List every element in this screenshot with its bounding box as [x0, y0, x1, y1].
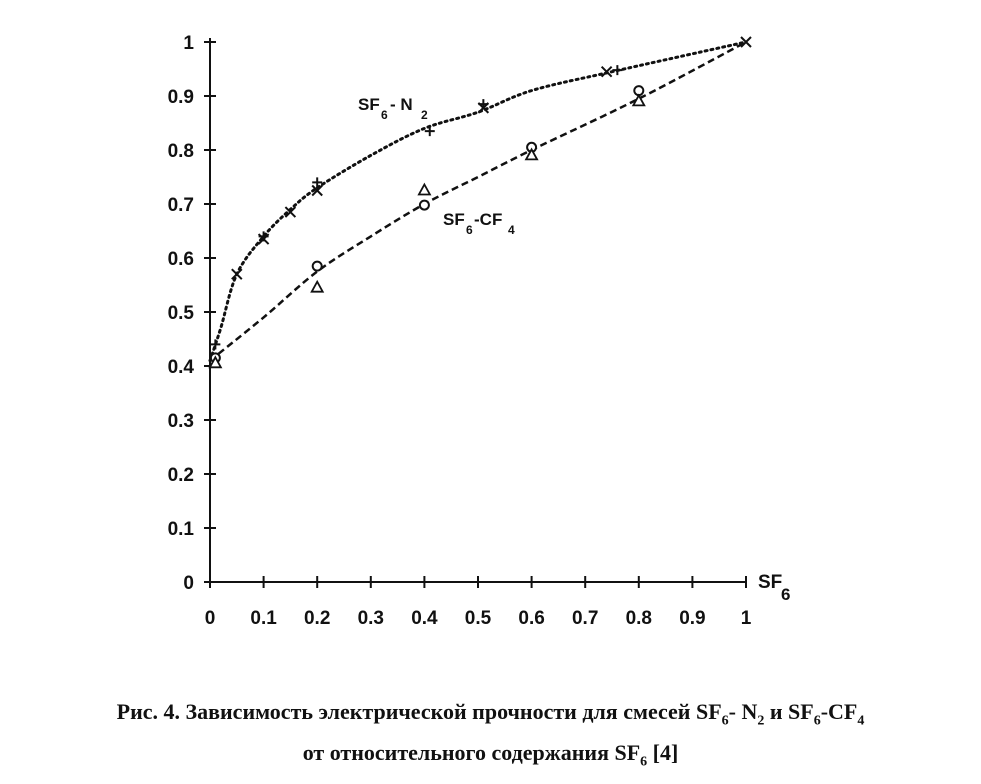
markers [205, 37, 751, 367]
y-tick [168, 141, 216, 162]
y-tick [168, 411, 216, 432]
y-tick-label: 0 [183, 573, 194, 594]
x-tick-label: 0.5 [464, 608, 492, 629]
y-tick [183, 33, 216, 54]
series-sf6-cf4-label-main: SF [443, 210, 465, 229]
marker-circle [420, 201, 429, 210]
x-tick-label: 0.4 [411, 608, 438, 629]
marker-plus [425, 126, 435, 136]
marker-circle [313, 262, 322, 271]
caption-subscript: 2 [757, 713, 765, 729]
x-axis-label [758, 572, 790, 604]
x-tick-label: 0.9 [679, 608, 706, 629]
x-tick [304, 576, 330, 629]
x-tick [679, 576, 705, 629]
x-tick [741, 576, 752, 629]
caption-text: Рис. 4. Зависимость электрической прочности для смесей SF [116, 699, 722, 724]
series-sf6-n2-label-sub2: 2 [421, 108, 428, 122]
x-tick-label: 0.1 [250, 608, 277, 629]
marker-plus [205, 307, 215, 317]
caption-line-1 [0, 696, 981, 737]
x-axis-label-sub: 6 [781, 585, 791, 604]
caption-line-2 [0, 737, 981, 778]
series-sf6-cf4-line [210, 42, 746, 361]
figure-caption [0, 696, 981, 779]
caption-text: - N [728, 699, 758, 724]
caption-subscript: 6 [813, 713, 821, 729]
x-tick [518, 576, 544, 629]
y-tick-label: 0.8 [167, 141, 194, 162]
x-tick-label: 0.7 [571, 608, 599, 629]
x-tick-label: 0.6 [518, 608, 545, 629]
x-tick [358, 576, 384, 629]
marker-plus [210, 339, 220, 349]
y-tick-label: 0.9 [167, 87, 194, 108]
caption-text: от относительного содержания SF [302, 740, 641, 766]
series-sf6-cf4-label [443, 210, 515, 237]
series-sf6-n2-label [358, 95, 428, 122]
y-tick-label: 0.5 [167, 303, 194, 324]
x-tick [250, 576, 277, 629]
caption-text: -CF [820, 699, 858, 724]
caption-subscript: 6 [640, 754, 648, 770]
y-ticks [168, 33, 216, 594]
x-tick [572, 576, 598, 629]
caption-text: [4] [647, 740, 679, 766]
y-tick-label: 0.4 [167, 357, 194, 378]
series-sf6-cf4-label-sub2: 4 [508, 223, 515, 237]
marker-plus [612, 65, 622, 75]
y-tick-label: 0.3 [167, 411, 194, 432]
y-tick [168, 87, 216, 108]
x-tick-label: 0.2 [303, 608, 331, 629]
x-tick [626, 576, 652, 629]
caption-subscript: 4 [857, 713, 865, 729]
y-tick-label: 0.2 [167, 465, 194, 486]
series-sf6-cf4-label-sub1: 6 [466, 223, 473, 237]
x-tick-label: 0 [204, 608, 216, 629]
x-tick [411, 576, 438, 629]
x-axis-label-main: SF [758, 572, 783, 593]
marker-triangle [312, 282, 323, 292]
caption-text: и SF [764, 699, 814, 724]
y-tick [168, 519, 216, 540]
marker-cross [232, 269, 242, 279]
x-tick-label: 1 [740, 608, 752, 629]
y-tick-label: 0.1 [167, 519, 194, 540]
y-tick [168, 303, 216, 324]
y-tick [168, 195, 216, 216]
y-tick [168, 249, 216, 270]
series-sf6-n2-label-main: SF [358, 95, 380, 114]
series-sf6-n2-line [210, 42, 746, 361]
y-tick [168, 465, 216, 486]
x-tick [205, 576, 216, 629]
plot-area [168, 33, 791, 629]
x-tick-label: 0.8 [625, 608, 653, 629]
series-sf6-n2-label-mid: - N [390, 95, 413, 114]
marker-triangle [419, 185, 430, 195]
y-tick [183, 573, 216, 594]
series-sf6-n2-label-sub1: 6 [381, 108, 388, 122]
y-tick-label: 1 [183, 33, 194, 54]
caption-subscript: 6 [721, 713, 729, 729]
x-tick [465, 576, 492, 629]
y-tick-label: 0.7 [167, 195, 194, 216]
series-sf6-cf4-label-mid: -CF [474, 210, 503, 229]
y-tick-label: 0.6 [167, 249, 194, 270]
x-tick-label: 0.3 [357, 608, 385, 629]
x-ticks [205, 576, 752, 629]
